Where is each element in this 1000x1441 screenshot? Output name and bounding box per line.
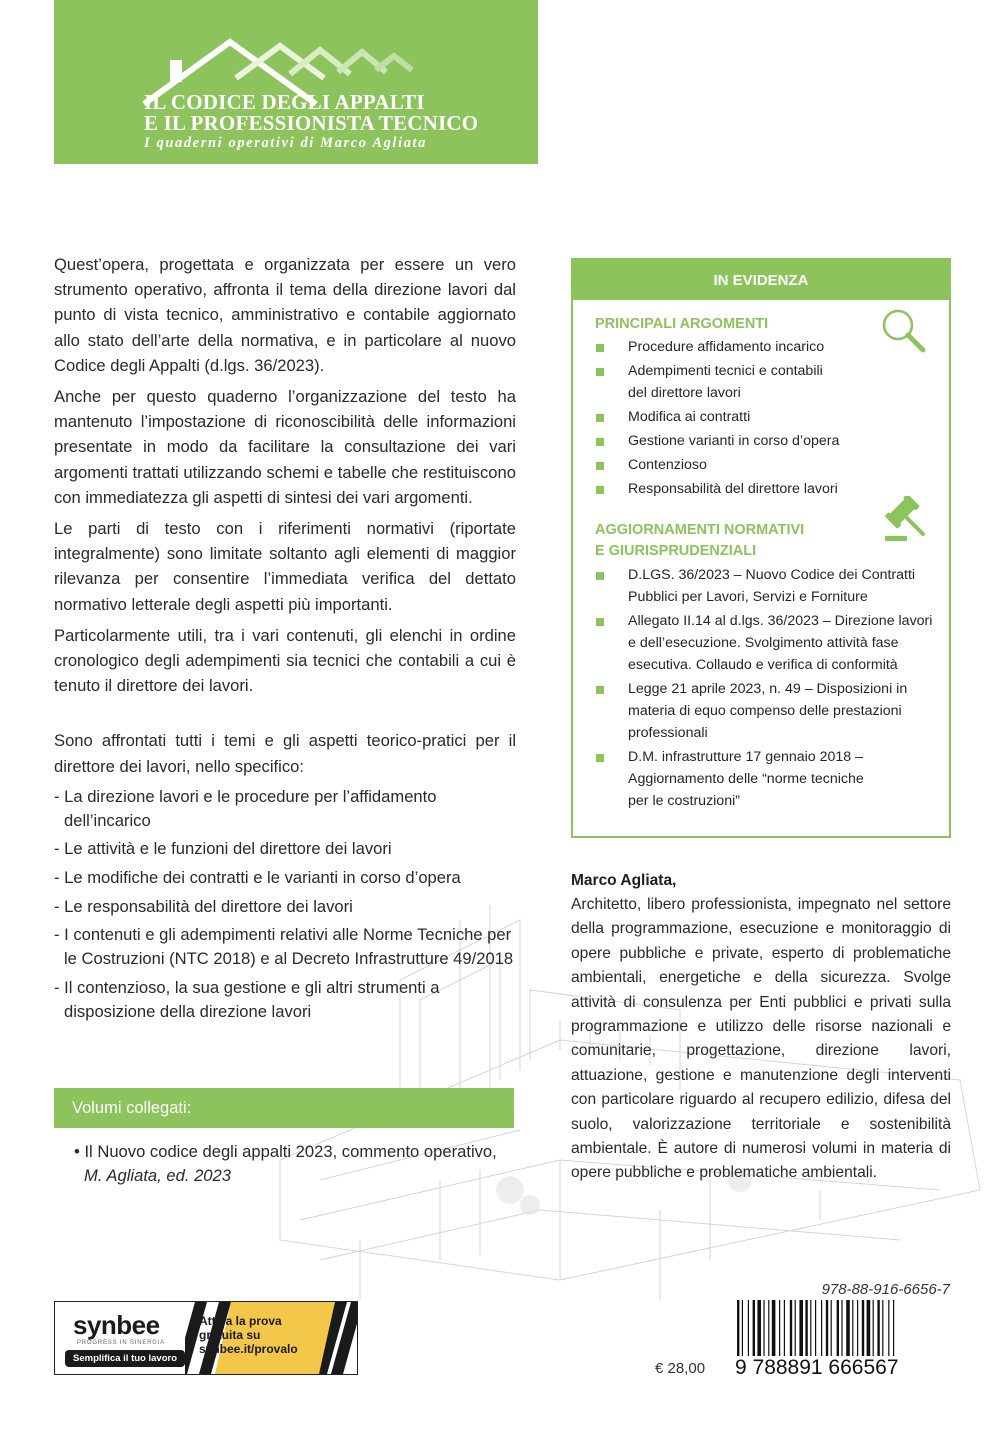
list-item: Legge 21 aprile 2023, n. 49 – Disposizioni in materia di equo compenso delle prestazioni professionali [595, 678, 935, 744]
cta-line: gratuita su [199, 1328, 261, 1342]
topic-item: - Le responsabilità del direttore dei lavori [54, 896, 353, 916]
author-bio: Architetto, libero professionista, impegnato nel settore della programmazione, esecuzione e monitoraggio di opere pubbliche e private, esperto di problematiche ambientali, energetiche e della sicurezza. Svolge attività di consulenza per Enti pubblici e privati sulla programmazione e utilizzo delle risorse nazionali e comunitarie, progettazione, direzione lavori, attuazione, gestione e manutenzione degli interventi con particolare riguardo al recupero edilizio, difesa del suolo, valorizzazione territoriale e sostenibilità ambientale. È autore di numerosi volumi in materia di opere pubbliche e problematiche ambientali. [571, 896, 951, 1182]
barcode-icon [735, 1300, 950, 1378]
cta-line: Attiva la prova [199, 1314, 282, 1328]
section-title-line: AGGIORNAMENTI NORMATIVI [595, 522, 805, 538]
section-title-line: E GIURISPRUDENZIALI [595, 543, 757, 559]
book-description [54, 252, 516, 1028]
series-subtitle: I quaderni operativi di Marco Agliata [144, 135, 428, 151]
topic-item: - La direzione lavori e le procedure per l’affidamento dell’incarico [54, 786, 437, 830]
list-item: Contenzioso [595, 454, 935, 476]
list-item: D.M. infrastrutture 17 gennaio 2018 – Aggiornamento delle “norme tecniche per le costruzioni” [595, 746, 935, 812]
list-item: Gestione varianti in corso d’opera [595, 430, 935, 452]
description-paragraph: Anche per questo quaderno l’organizzazione del testo ha mantenuto l’impostazione di riconoscibilità delle informazioni presentate in modo da facilitare la consultazione dei vari argomenti trattati utilizzando schemi e tabelle che restituiscono con immediatezza gli aspetti di sintesi dei vari argomenti. [54, 387, 516, 507]
related-volume-item [74, 1140, 514, 1188]
principali-argomenti-list [595, 336, 935, 502]
bullet: • [74, 1142, 80, 1161]
aggiornamenti-list [595, 564, 935, 814]
topic-item: - I contenuti e gli adempimenti relativi alle Norme Tecniche per le Costruzioni (NTC 2018) e al Decreto Infrastrutture 49/2018 [54, 925, 514, 969]
synbee-logo: synbee [73, 1310, 160, 1340]
section-title-aggiornamenti [595, 520, 804, 562]
author-name: Marco Agliata, [571, 872, 677, 889]
synbee-ad-banner[interactable] [54, 1301, 358, 1375]
synbee-tagline: PROGRESS IN SINERGIA [77, 1340, 166, 1346]
author-block [571, 869, 951, 1186]
description-paragraph: Quest’opera, progettata e organizzata per essere un vero strumento operativo, affronta il tema della direzione lavori dal punto di vista tecnico, amministrativo e contabile aggiornato allo stato dell’arte della normativa, e in particolare al nuovo Codice degli Appalti (d.lgs. 36/2023). [54, 255, 516, 375]
related-volume-author: M. Agliata, ed. 2023 [84, 1166, 231, 1185]
in-evidenza-header: IN EVIDENZA [573, 260, 949, 300]
topic-item: - Le attività e le funzioni del direttore dei lavori [54, 839, 392, 859]
description-paragraph: Le parti di testo con i riferimenti normativi (riportate integralmente) sono limitate soltanto agli elementi di maggior rilevanza per consentire l’immediata verifica del dettato normativo letterale degli aspetti più importanti. [54, 519, 516, 614]
synbee-cta-text[interactable] [199, 1314, 298, 1356]
isbn: 978-88-916-6656-7 [821, 1281, 950, 1298]
section-title-principali: PRINCIPALI ARGOMENTI [595, 316, 769, 332]
list-item: D.LGS. 36/2023 – Nuovo Codice dei Contratti Pubblici per Lavori, Servizi e Forniture [595, 564, 935, 608]
related-volumes-header: Volumi collegati: [54, 1088, 514, 1128]
price: € 28,00 [655, 1360, 706, 1377]
topics-list [54, 785, 516, 1024]
list-item: Modifica ai contratti [595, 406, 935, 428]
synbee-pill-label: Semplifica il tuo lavoro [65, 1350, 185, 1367]
topic-item: - Le modifiche dei contratti e le varianti in corso d’opera [54, 868, 461, 888]
list-item: Responsabilità del direttore lavori [595, 478, 935, 500]
topics-intro: Sono affrontati tutti i temi e gli aspetti teorico-pratici per il direttore dei lavori, nello specifico: [54, 731, 516, 776]
list-item: Procedure affidamento incarico [595, 336, 935, 358]
series-title-line-1: IL CODICE DEGLI APPALTI [144, 90, 425, 114]
topic-item: - Il contenzioso, la sua gestione e gli altri strumenti a disposizione della direzione lavori [54, 977, 440, 1021]
related-volume-title: Il Nuovo codice degli appalti 2023, commento operativo, [84, 1142, 497, 1161]
series-title-line-2: E IL PROFESSIONISTA TECNICO [144, 111, 479, 135]
series-header-banner [54, 0, 538, 164]
gavel-icon [883, 496, 929, 542]
in-evidenza-box [571, 258, 951, 838]
description-paragraph: Particolarmente utili, tra i vari contenuti, gli elenchi in ordine cronologico degli adempimenti sia tecnici che contabili a cui è tenuto il direttore dei lavori. [54, 625, 516, 696]
list-item: Allegato II.14 al d.lgs. 36/2023 – Direzione lavori e dell’esecuzione. Svolgimento attività fase esecutiva. Collaudo e verifica di conformità [595, 610, 935, 676]
barcode-digits: 9 788891 666567 [735, 1356, 899, 1378]
cta-link[interactable]: synbee.it/provalo [199, 1342, 298, 1356]
list-item: Adempimenti tecnici e contabili del direttore lavori [595, 360, 935, 404]
